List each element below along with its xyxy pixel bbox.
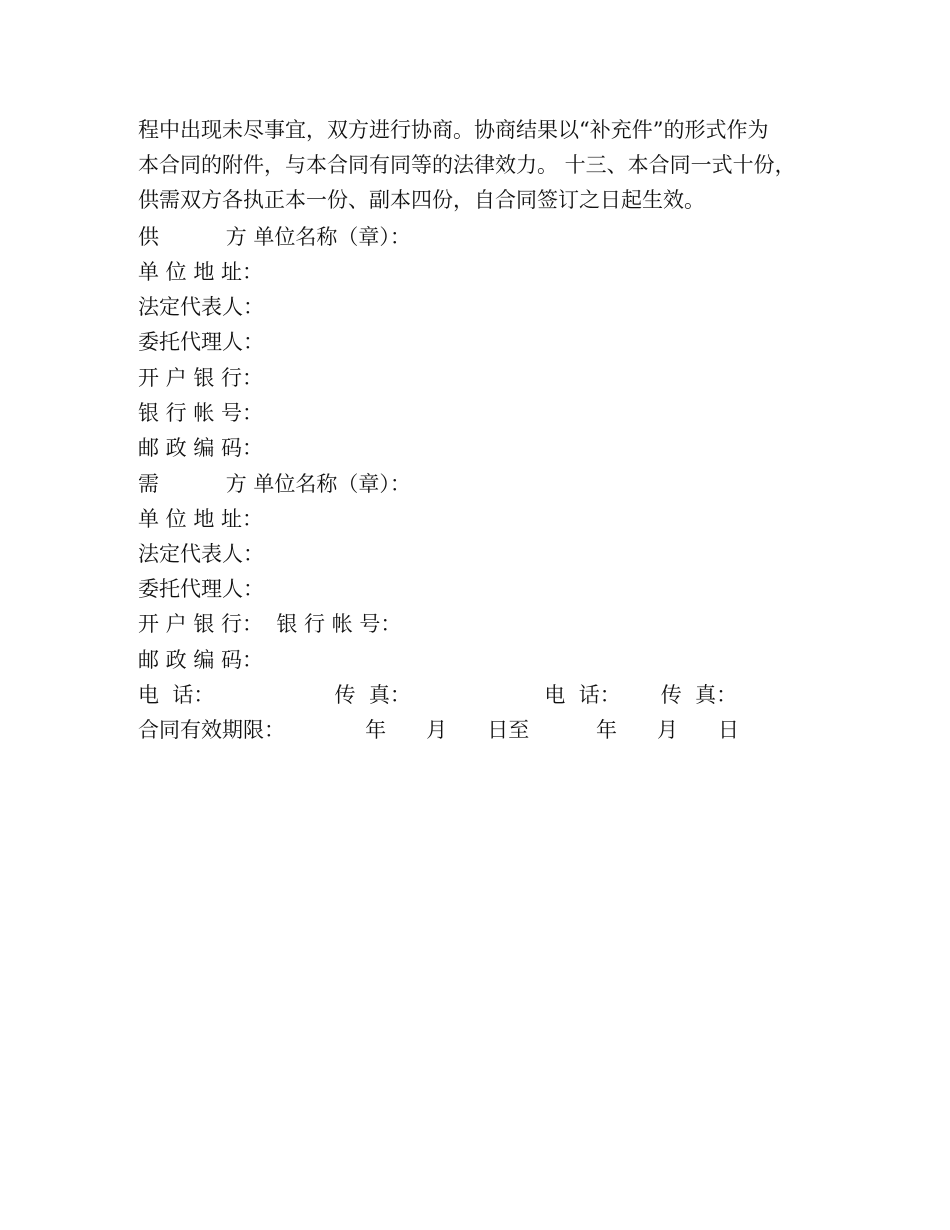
buyer-postcode-label: 邮 政 编 码： [138, 648, 264, 672]
supplier-agent-label: 委托代理人： [138, 330, 264, 354]
buyer-bank-account-label: 开 户 银 行： 银 行 帐 号： [138, 612, 402, 636]
buyer-address-label: 单 位 地 址： [138, 507, 264, 531]
supplier-bank-label: 开 户 银 行： [138, 366, 264, 390]
paragraph-line-1: 程中出现未尽事宜，双方进行协商。协商结果以“补充件”的形式作为 [138, 118, 769, 142]
paragraph-line-2: 本合同的附件，与本合同有同等的法律效力。 十三、本合同一式十份， [138, 153, 796, 177]
supplier-postcode-label: 邮 政 编 码： [138, 436, 264, 460]
buyer-name-label: 需 方 单位名称（章）： [138, 472, 411, 496]
buyer-agent-label: 委托代理人： [138, 577, 264, 601]
validity-period-row: 合同有效期限： 年 月 日至 年 月 日 [138, 718, 740, 742]
supplier-name-label: 供 方 单位名称（章）： [138, 225, 411, 249]
buyer-legal-rep-label: 法定代表人： [138, 542, 264, 566]
supplier-address-label: 单 位 地 址： [138, 260, 264, 284]
supplier-account-label: 银 行 帐 号： [138, 401, 264, 425]
supplier-legal-rep-label: 法定代表人： [138, 295, 264, 319]
paragraph-line-3: 供需双方各执正本一份、副本四份，自合同签订之日起生效。 [138, 188, 705, 212]
phone-fax-row: 电 话： 传 真： 电 话： 传 真： [138, 683, 738, 707]
